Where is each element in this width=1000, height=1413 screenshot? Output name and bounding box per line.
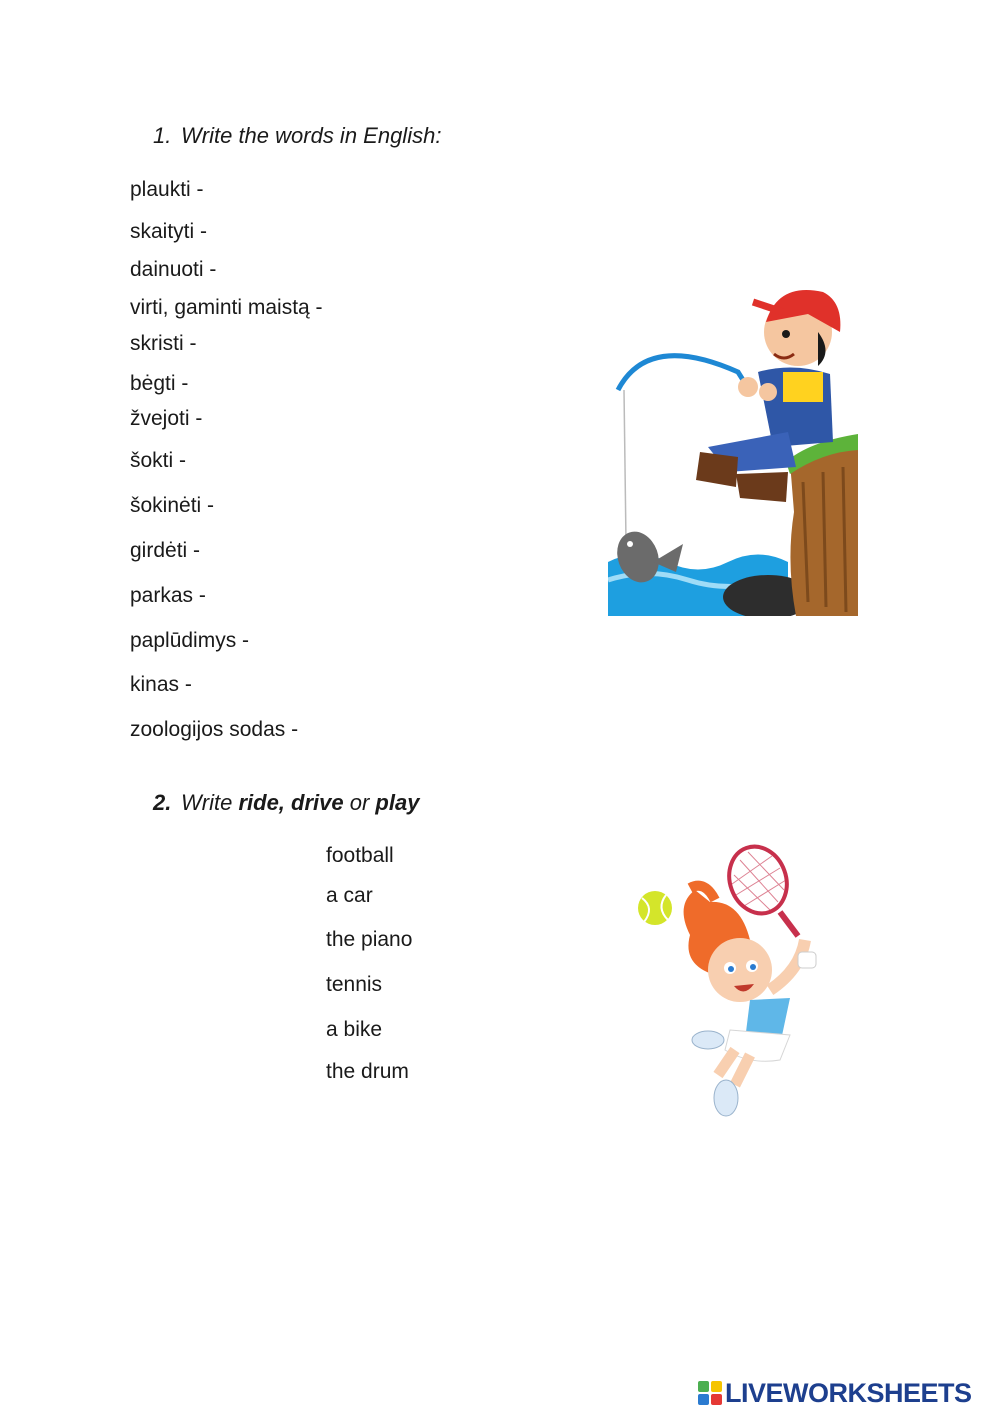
section1-number: 1. <box>153 123 172 148</box>
word-item: plaukti - <box>130 178 204 201</box>
activity-item: the piano <box>326 928 413 951</box>
word-item: girdėti - <box>130 539 201 562</box>
activity-item: a car <box>326 884 373 907</box>
word-item: virti, gaminti maistą - <box>130 296 323 319</box>
word-item: skristi - <box>130 332 197 355</box>
section2-heading <box>153 790 419 816</box>
liveworksheets-brand: LIVEWORKSHEETS <box>725 1377 972 1408</box>
section2-connector: or <box>349 790 370 815</box>
liveworksheets-logo <box>697 1378 972 1408</box>
liveworksheets-logo-icon <box>697 1380 723 1406</box>
word-item: paplūdimys - <box>130 629 250 652</box>
word-item: kinas - <box>130 673 192 696</box>
activity-item: football <box>326 844 394 867</box>
word-item: šokti - <box>130 449 187 472</box>
section2-options: ride, drive <box>238 790 344 815</box>
word-item: zoologijos sodas - <box>130 718 299 741</box>
section2-prefix: Write <box>181 790 233 815</box>
word-item: šokinėti - <box>130 494 215 517</box>
word-item: dainuoti - <box>130 258 217 281</box>
word-item: skaityti - <box>130 220 208 243</box>
word-item: bėgti - <box>130 372 189 395</box>
section2-last-option: play <box>375 790 420 815</box>
section1-title: Write the words in English: <box>181 123 442 148</box>
section2-number: 2. <box>153 790 172 815</box>
activity-item: the drum <box>326 1060 409 1083</box>
fishing-boy-illustration <box>608 262 858 616</box>
section1-heading <box>153 123 441 149</box>
activity-item: a bike <box>326 1018 383 1041</box>
word-item: žvejoti - <box>130 407 203 430</box>
activity-item: tennis <box>326 973 383 996</box>
word-item: parkas - <box>130 584 206 607</box>
tennis-girl-illustration <box>630 840 845 1120</box>
